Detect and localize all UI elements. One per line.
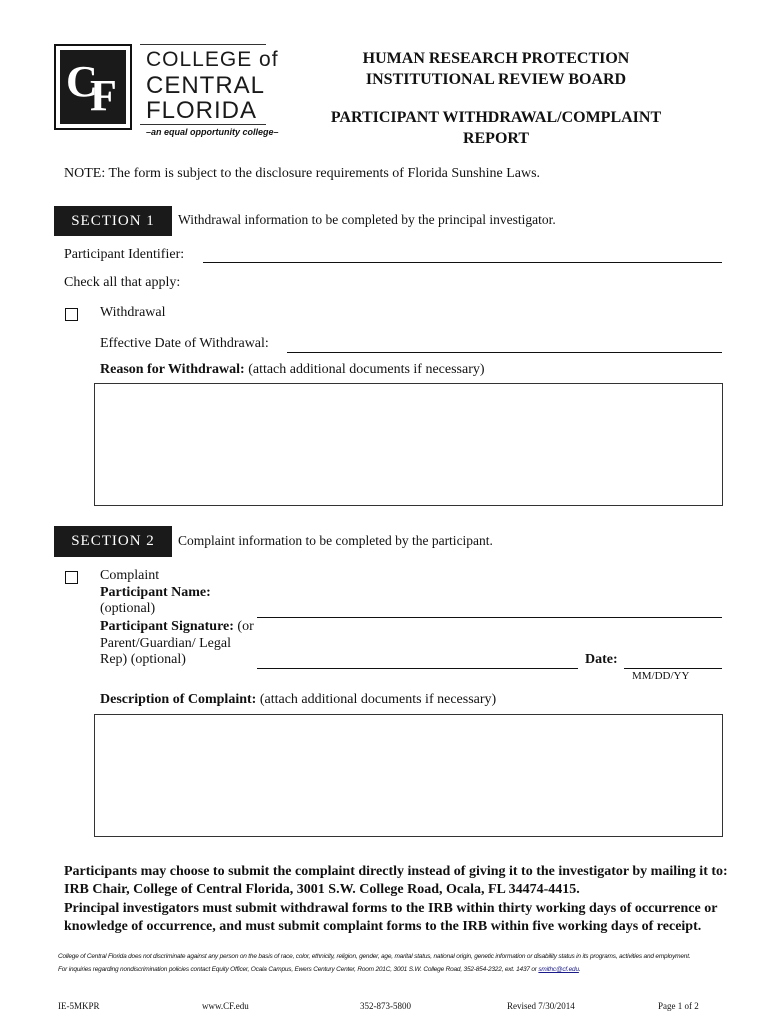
withdrawal-label: Withdrawal	[100, 305, 166, 320]
college-logo-mark	[54, 44, 132, 130]
participant-signature-hint-1: (or	[237, 619, 254, 634]
participant-signature-label: Participant Signature:	[100, 619, 234, 634]
logo-central: CENTRAL	[146, 72, 266, 99]
equity-officer-contact: For inquiries regarding nondiscrimination policies contact Equity Officer, Ocala Campus, Ewers Century Center, Room 201C, 3001 S.W. College Road, 352-854-2322, ext. 1437 or	[58, 966, 537, 973]
participant-identifier-label: Participant Identifier:	[64, 247, 185, 262]
complaint-checkbox[interactable]	[65, 571, 78, 584]
reason-withdrawal-label: Reason for Withdrawal:	[100, 362, 245, 377]
section-2-description: Complaint information to be completed by the participant.	[178, 533, 493, 548]
equity-contact-period: .	[578, 966, 581, 973]
nondiscrimination-statement: College of Central Florida does not discriminate against any person on the basis of race, color, ethnicity, religion, gender, age, marital status, national origin, genetic information or disability status in its programs, activities and employment.	[58, 953, 691, 960]
logo-tagline: –an equal opportunity college–	[146, 127, 279, 137]
section-1-description: Withdrawal information to be completed by the principal investigator.	[178, 212, 556, 227]
participant-signature-hint-3: Rep) (optional)	[100, 652, 186, 667]
reason-withdrawal-textbox[interactable]	[94, 383, 723, 506]
header-line-1: HUMAN RESEARCH PROTECTION	[362, 50, 630, 67]
check-all-instruction: Check all that apply:	[64, 275, 181, 290]
date-field[interactable]	[624, 668, 722, 669]
withdrawal-checkbox[interactable]	[65, 308, 78, 321]
reason-withdrawal-hint: (attach additional documents if necessary)	[248, 362, 485, 377]
effective-date-field[interactable]	[287, 352, 722, 353]
effective-date-label: Effective Date of Withdrawal:	[100, 336, 269, 351]
equity-email-link[interactable]: smithc@cf.edu	[538, 966, 579, 973]
footer-phone: 352-873-5800	[360, 1001, 411, 1011]
section-1-label: SECTION 1	[54, 206, 172, 236]
header-line-2: INSTITUTIONAL REVIEW BOARD	[365, 71, 627, 88]
date-label: Date:	[585, 652, 618, 667]
section-2-label: SECTION 2	[54, 526, 172, 557]
logo-rule-top	[140, 44, 266, 45]
deadline-instructions-line-1: Principal investigators must submit withdrawal forms to the IRB within thirty working days of occurrence or	[64, 901, 718, 916]
participant-identifier-field[interactable]	[203, 262, 722, 263]
logo-rule-bottom	[140, 124, 266, 125]
mailing-instructions-line-2: IRB Chair, College of Central Florida, 3001 S.W. College Road, Ocala, FL 34474-4415.	[64, 882, 580, 897]
sunshine-note: NOTE: The form is subject to the disclosure requirements of Florida Sunshine Laws.	[64, 166, 541, 181]
date-format-hint: MM/DD/YY	[632, 670, 690, 682]
participant-signature-hint-2: Parent/Guardian/ Legal	[100, 636, 232, 651]
complaint-label: Complaint	[100, 568, 160, 583]
logo-initial-c: C	[66, 57, 98, 106]
deadline-instructions-line-2: knowledge of occurrence, and must submit complaint forms to the IRB within five working days of receipt.	[64, 919, 702, 934]
participant-name-hint: (optional)	[100, 601, 156, 616]
logo-initial-f: F	[90, 71, 117, 120]
logo-college-of: COLLEGE of	[146, 48, 279, 71]
footer-revised-date: Revised 7/30/2014	[507, 1001, 575, 1011]
header-line-4: REPORT	[462, 130, 530, 147]
complaint-description-label: Description of Complaint:	[100, 692, 257, 707]
logo-florida: FLORIDA	[146, 97, 258, 124]
footer-website: www.CF.edu	[202, 1001, 249, 1011]
footer-page-number: Page 1 of 2	[658, 1001, 699, 1011]
header-line-3: PARTICIPANT WITHDRAWAL/COMPLAINT	[330, 109, 662, 126]
complaint-description-textbox[interactable]	[94, 714, 723, 837]
form-id: IE-5MKPR	[58, 1001, 100, 1011]
participant-name-label: Participant Name:	[100, 585, 211, 600]
participant-name-field[interactable]	[257, 617, 722, 618]
participant-signature-field[interactable]	[257, 668, 578, 669]
mailing-instructions-line-1: Participants may choose to submit the complaint directly instead of giving it to the investigator by mailing it to:	[64, 864, 728, 879]
complaint-description-hint: (attach additional documents if necessary)	[259, 692, 497, 707]
